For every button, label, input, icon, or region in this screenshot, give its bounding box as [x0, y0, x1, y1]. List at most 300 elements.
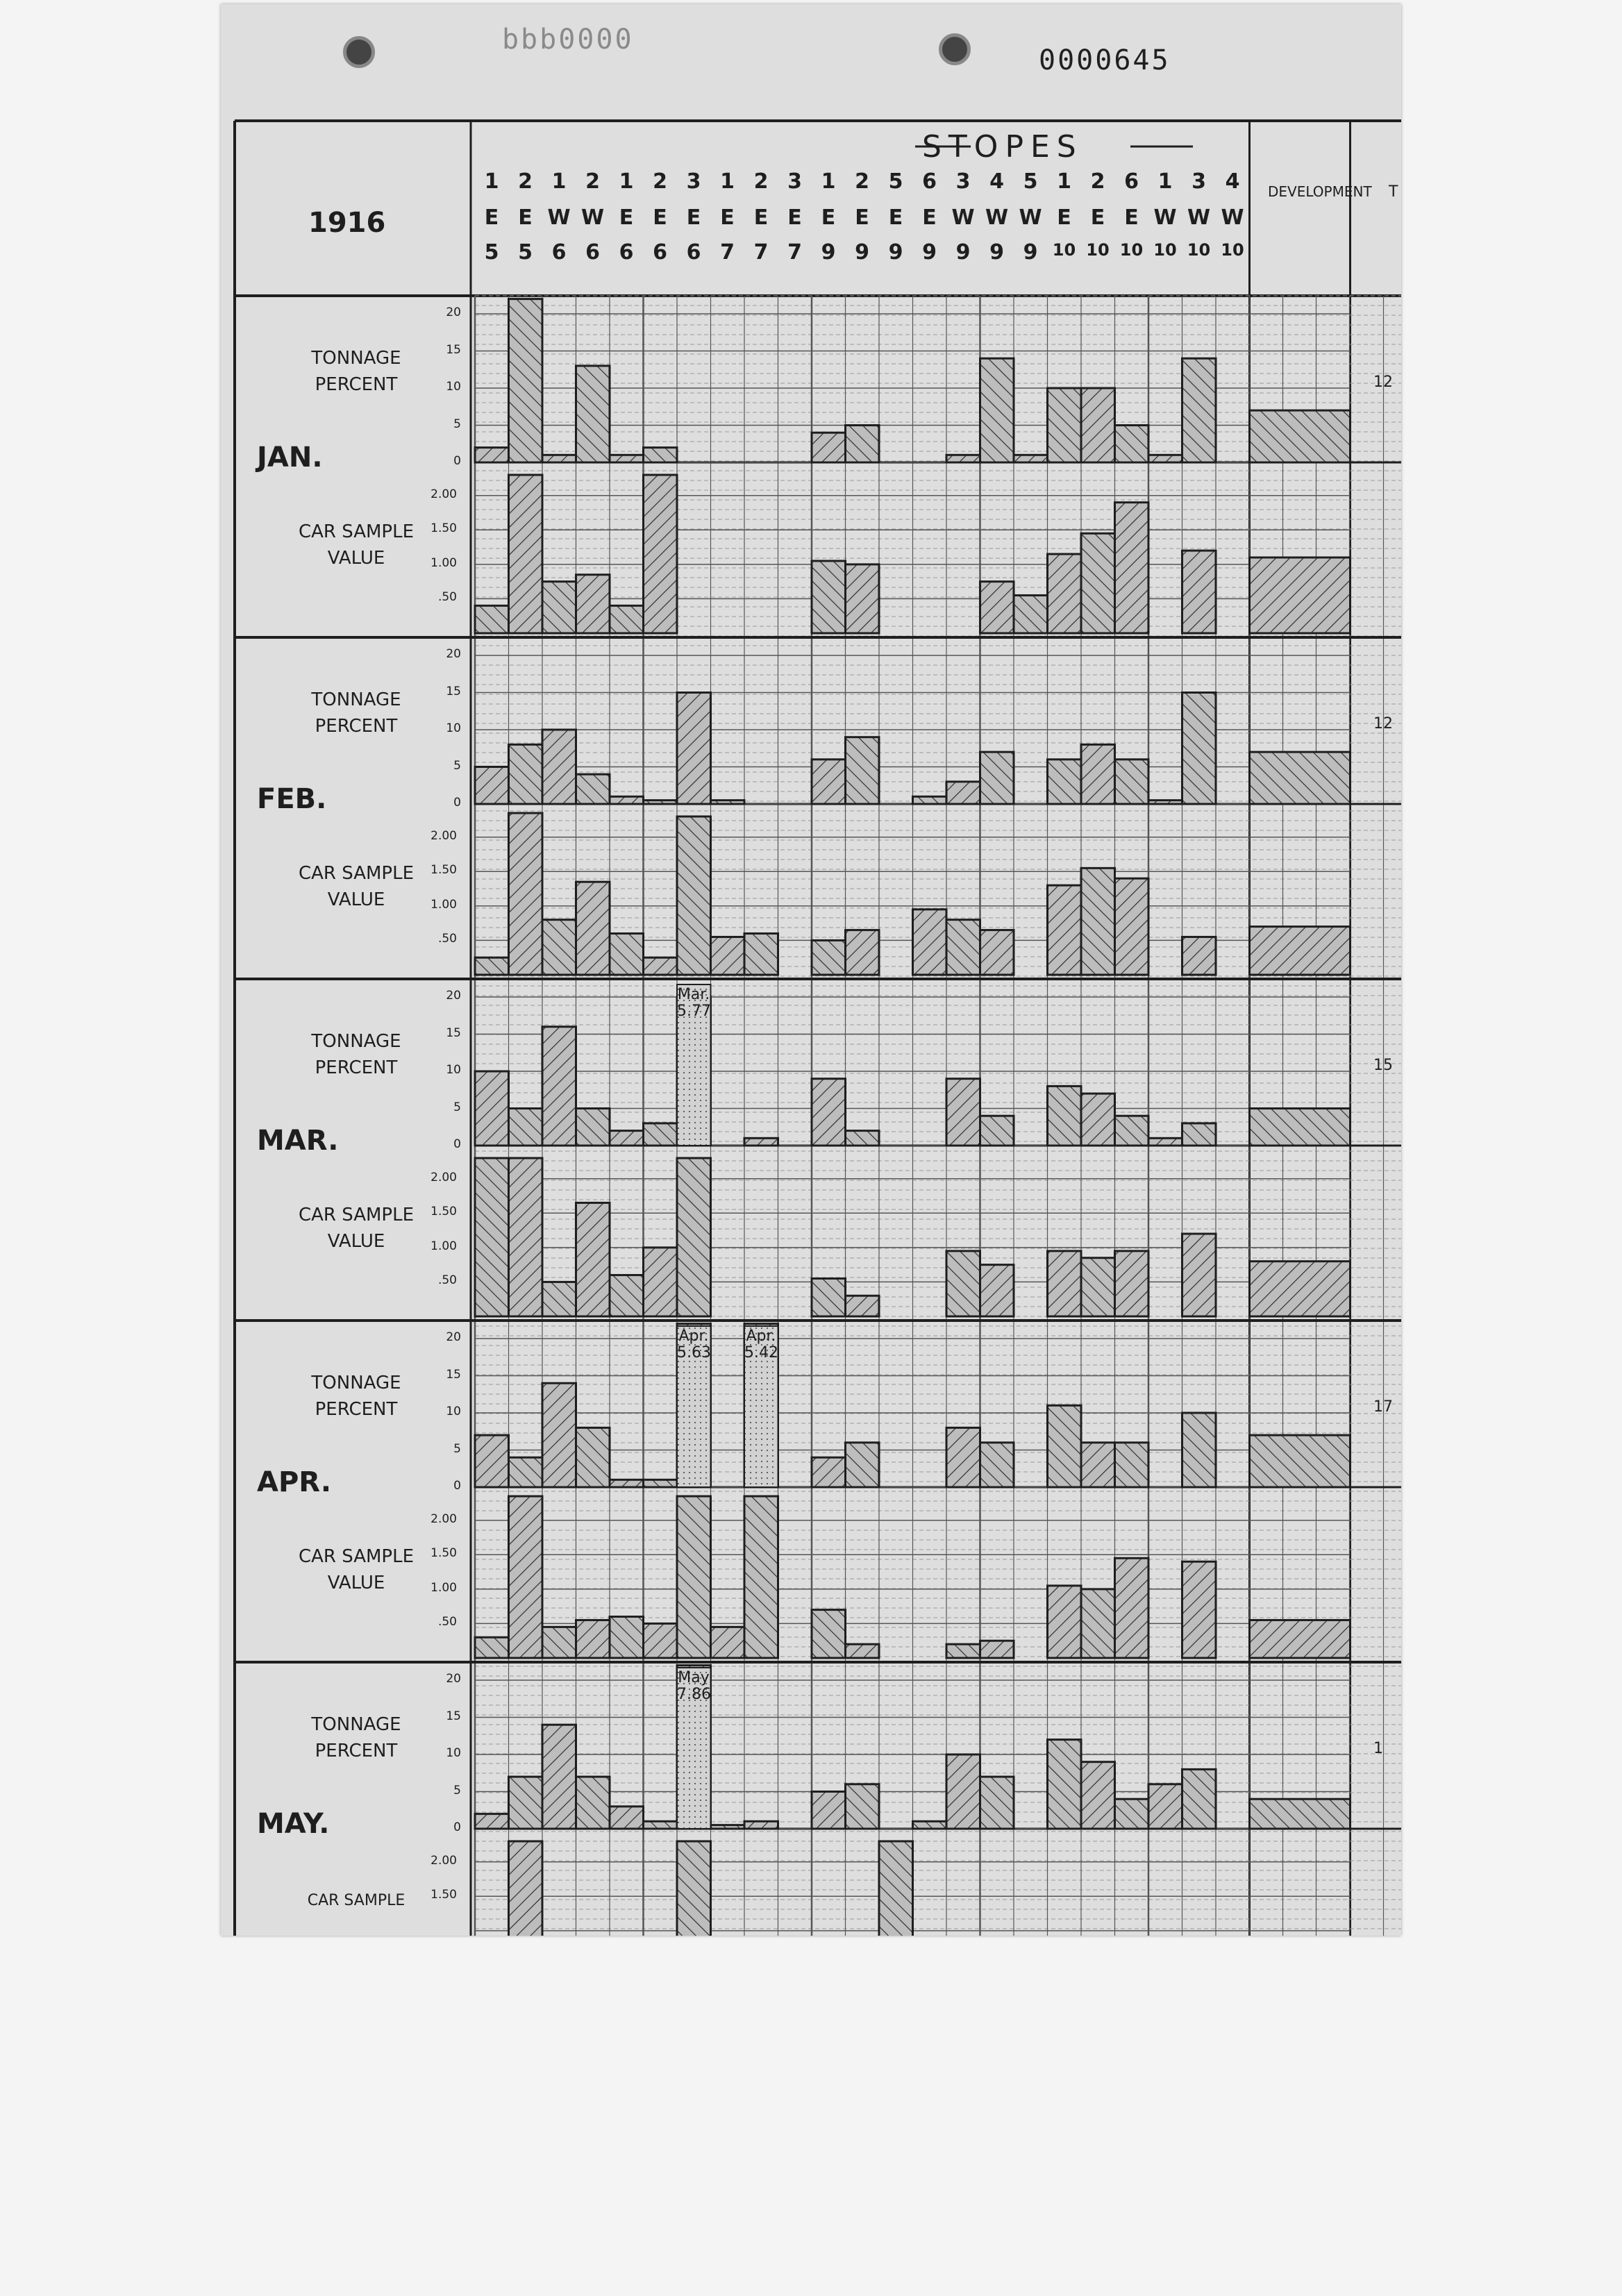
- column-label-level: 6: [686, 240, 701, 265]
- value-tick: 2.00: [430, 1511, 457, 1526]
- tonnage-bar: [846, 1443, 880, 1487]
- column-label-level: 7: [720, 240, 735, 265]
- tonnage-bar: [1115, 1443, 1149, 1487]
- tonnage-tick: 20: [446, 1330, 461, 1344]
- column-label-side: E: [888, 206, 903, 230]
- column-label-top: 4: [989, 169, 1004, 194]
- car-value-bar: [946, 1644, 980, 1658]
- car-value-bar: [509, 1158, 543, 1316]
- tonnage-axis-label: TONNAGE: [311, 348, 401, 369]
- value-tick: 1.50: [430, 1205, 457, 1219]
- column-label-level: 10: [1086, 240, 1110, 260]
- tonnage-bar: [475, 1814, 509, 1829]
- column-label-level: 10: [1052, 240, 1076, 260]
- car-value-bar: [913, 910, 947, 975]
- car-value-bar: [542, 920, 576, 975]
- car-value-bar: [846, 564, 880, 633]
- value-tick: 1.00: [430, 1239, 457, 1253]
- column-label-top: 2: [653, 169, 667, 194]
- column-label-side: W: [985, 206, 1009, 230]
- faded-stamp: 0000ddd: [500, 24, 632, 56]
- tonnage-bar: [1148, 1138, 1182, 1146]
- tonnage-bar: [913, 796, 947, 804]
- column-label-side: W: [547, 206, 571, 230]
- tonnage-tick: 10: [446, 380, 461, 394]
- value-tick: 1.00: [430, 897, 457, 912]
- car-value-bar: [1081, 1589, 1115, 1658]
- value-tick: 1.50: [430, 521, 457, 536]
- tonnage-bar: [475, 448, 509, 462]
- tonnage-bar: [1115, 1116, 1149, 1146]
- car-value-bar: [509, 475, 543, 633]
- car-value-bar: [1048, 885, 1082, 975]
- column-label-side: E: [787, 206, 802, 230]
- tonnage-bar: [1048, 1740, 1082, 1829]
- tonnage-bar: [744, 1138, 778, 1146]
- callout-label: May: [678, 1669, 710, 1686]
- month-label: JAN.: [257, 442, 323, 474]
- column-label-side: E: [922, 206, 937, 230]
- column-label-top: 2: [753, 169, 769, 194]
- column-label-level: 7: [787, 240, 802, 265]
- tonnage-tick: 0: [453, 796, 461, 810]
- column-label-level: 9: [989, 240, 1004, 265]
- tonnage-tick: 20: [446, 1672, 461, 1686]
- cut-off-value: 1: [1373, 1740, 1383, 1757]
- car-value-bar: [644, 475, 678, 633]
- value-tick: 1.00: [430, 1580, 457, 1595]
- year-label: 1916: [308, 207, 386, 239]
- tonnage-axis-label: PERCENT: [315, 374, 398, 395]
- callout-value: 5.77: [677, 1003, 711, 1020]
- tonnage-axis-label: TONNAGE: [311, 1031, 401, 1052]
- tonnage-bar-development: [1250, 752, 1351, 804]
- car-value-bar: [1048, 1251, 1082, 1316]
- car-value-bar: [1081, 533, 1115, 633]
- value-axis-label: VALUE: [327, 889, 385, 910]
- column-label-side: E: [619, 206, 634, 230]
- tonnage-bar: [812, 760, 846, 804]
- car-value-bar-development: [1250, 558, 1351, 633]
- callout-value: 7.86: [677, 1686, 711, 1703]
- car-value-bar: [946, 1251, 980, 1316]
- tonnage-bar: [644, 1480, 678, 1487]
- tonnage-bar: [1081, 1093, 1115, 1146]
- car-value-bar: [1081, 1258, 1115, 1316]
- column-label-top: 3: [955, 169, 971, 194]
- column-label-top: 6: [922, 169, 937, 194]
- car-value-bar-development: [1250, 1620, 1351, 1658]
- car-value-bar: [1182, 937, 1216, 975]
- tonnage-bar: [610, 796, 644, 804]
- tonnage-bar: [1148, 801, 1182, 804]
- tonnage-tick: 5: [453, 417, 461, 431]
- tonnage-tick: 0: [453, 454, 461, 468]
- tonnage-axis-label: PERCENT: [315, 716, 398, 737]
- value-tick: .50: [437, 932, 457, 946]
- tonnage-bar: [1182, 358, 1216, 462]
- tonnage-tick: 0: [453, 1137, 461, 1151]
- tonnage-bar: [542, 455, 576, 462]
- car-value-bar: [542, 1627, 576, 1658]
- column-label-side: E: [484, 206, 499, 230]
- tonnage-tick: 20: [446, 647, 461, 661]
- stopes-title: STOPES: [922, 129, 1083, 165]
- month-label: MAY.: [257, 1808, 330, 1840]
- tonnage-bar: [1048, 760, 1082, 804]
- tonnage-tick: 20: [446, 989, 461, 1003]
- graph-paper-sheet: [221, 4, 1401, 1936]
- tonnage-bar: [1081, 1762, 1115, 1829]
- tonnage-bar: [1115, 426, 1149, 463]
- tonnage-bar: [1148, 455, 1182, 462]
- column-label-side: E: [753, 206, 769, 230]
- tonnage-bar: [644, 1821, 678, 1829]
- tonnage-tick: 20: [446, 305, 461, 319]
- month-label: FEB.: [257, 783, 327, 815]
- column-label-top: 1: [484, 169, 499, 194]
- tonnage-bar: [542, 1027, 576, 1146]
- car-value-bar: [677, 1158, 711, 1316]
- tonnage-bar: [946, 1079, 980, 1146]
- cut-off-value: 15: [1373, 1057, 1393, 1074]
- car-value-bar: [846, 1644, 880, 1658]
- tonnage-bar: [812, 1792, 846, 1829]
- tonnage-bar: [812, 1079, 846, 1146]
- car-value-bar: [509, 813, 543, 975]
- tonnage-bar: [509, 744, 543, 804]
- tonnage-bar: [677, 693, 711, 805]
- tonnage-bar: [980, 1116, 1014, 1146]
- car-value-bar: [711, 937, 745, 975]
- column-label-side: W: [1221, 206, 1244, 230]
- column-label-level: 9: [955, 240, 971, 265]
- tonnage-tick: 10: [446, 1405, 461, 1418]
- tonnage-bar: [610, 1807, 644, 1829]
- car-value-bar: [1048, 554, 1082, 633]
- tonnage-bar: [644, 1123, 678, 1146]
- value-tick: .50: [437, 1273, 457, 1288]
- column-label-side: E: [653, 206, 667, 230]
- tonnage-bar: [1115, 760, 1149, 804]
- value-tick: 1.50: [430, 1546, 457, 1561]
- tonnage-bar: [610, 455, 644, 462]
- tonnage-bar: [1148, 1784, 1182, 1829]
- tonnage-axis-label: PERCENT: [315, 1057, 398, 1078]
- development-header: DEVELOPMENT: [1268, 183, 1372, 200]
- column-label-level: 10: [1153, 240, 1177, 260]
- column-label-side: E: [855, 206, 869, 230]
- month-label: APR.: [257, 1466, 332, 1498]
- tonnage-bar: [576, 1109, 610, 1146]
- tonnage-tick: 10: [446, 721, 461, 735]
- tonnage-tick: 15: [446, 342, 461, 357]
- value-tick: .50: [437, 590, 457, 605]
- column-label-level: 6: [551, 240, 567, 265]
- car-value-bar: [980, 1641, 1014, 1658]
- tonnage-axis-label: PERCENT: [315, 1399, 398, 1420]
- car-value-bar: [1115, 1251, 1149, 1316]
- car-value-bar: [610, 1275, 644, 1316]
- column-label-level: 6: [653, 240, 667, 265]
- value-tick: 1.00: [430, 555, 457, 570]
- tonnage-tick: 0: [453, 1820, 461, 1834]
- value-axis-label-partial: CAR SAMPLE: [307, 1892, 406, 1909]
- car-value-bar: [1014, 595, 1048, 633]
- car-value-bar: [576, 1203, 610, 1316]
- tonnage-tick: 15: [446, 684, 461, 698]
- tonnage-bar: [846, 426, 880, 463]
- car-value-bar: [812, 561, 846, 633]
- tonnage-bar: [1182, 1123, 1216, 1146]
- tonnage-bar: [542, 730, 576, 804]
- car-value-bar: [644, 957, 678, 975]
- tonnage-bar: [1182, 1413, 1216, 1487]
- value-tick: 2.00: [430, 1170, 457, 1184]
- car-value-bar: [542, 1282, 576, 1316]
- tonnage-axis-label: TONNAGE: [311, 1373, 401, 1393]
- car-value-bar: [475, 1158, 509, 1316]
- value-tick: 1.50: [430, 863, 457, 878]
- tonnage-axis-label: PERCENT: [315, 1741, 398, 1761]
- car-value-bar: [1115, 1558, 1149, 1658]
- car-value-bar: [644, 1248, 678, 1316]
- value-tick: 2.00: [430, 1853, 457, 1868]
- tonnage-bar: [610, 1480, 644, 1487]
- tonnage-bar: [644, 448, 678, 462]
- tonnage-bar: [644, 801, 678, 804]
- tonnage-bar: [846, 1784, 880, 1829]
- car-value-bar-development: [1250, 1262, 1351, 1316]
- column-label-top: 2: [585, 169, 600, 194]
- car-value-bar: [812, 1278, 846, 1316]
- tonnage-bar: [1182, 693, 1216, 805]
- tonnage-bar: [1081, 388, 1115, 462]
- tonnage-tick: 5: [453, 1441, 461, 1456]
- car-value-bar: [475, 605, 509, 633]
- column-label-top: 4: [1225, 169, 1240, 194]
- tonnage-bar: [711, 1825, 745, 1829]
- column-label-side: W: [580, 206, 605, 230]
- car-value-bar: [744, 934, 778, 975]
- column-label-level: 9: [922, 240, 937, 265]
- column-label-top: 1: [1157, 169, 1173, 194]
- car-value-bar: [980, 582, 1014, 633]
- tonnage-bar: [946, 1754, 980, 1829]
- stope-chart: [221, 4, 1401, 1936]
- tonnage-bar: [576, 366, 610, 462]
- car-value-bar: [610, 605, 644, 633]
- value-axis-label: CAR SAMPLE: [298, 1205, 415, 1225]
- car-value-bar: [846, 1296, 880, 1316]
- callout-label: Mar.: [677, 986, 710, 1003]
- tonnage-tick: 15: [446, 1025, 461, 1040]
- tonnage-bar: [1081, 1443, 1115, 1487]
- cut-off-header: T: [1389, 183, 1398, 201]
- tonnage-bar: [1182, 1769, 1216, 1829]
- tonnage-axis-label: TONNAGE: [311, 689, 401, 710]
- tonnage-bar: [610, 1131, 644, 1146]
- cut-off-value: 17: [1373, 1398, 1393, 1416]
- tonnage-tick: 10: [446, 1063, 461, 1077]
- car-value-bar: [1115, 503, 1149, 633]
- car-value-bar: [812, 1610, 846, 1658]
- tonnage-tick: 0: [453, 1479, 461, 1493]
- column-label-side: E: [821, 206, 836, 230]
- callout-value: 5.42: [744, 1344, 778, 1361]
- column-label-top: 1: [720, 169, 735, 194]
- column-label-level: 9: [1023, 240, 1038, 265]
- value-axis-label: CAR SAMPLE: [298, 863, 415, 884]
- value-tick: 2.00: [430, 487, 457, 501]
- tonnage-tick: 10: [446, 1746, 461, 1760]
- value-axis-label: VALUE: [327, 1231, 385, 1252]
- tonnage-tick: 5: [453, 758, 461, 773]
- month-label: MAR.: [257, 1125, 339, 1157]
- car-value-bar: [677, 1841, 711, 1936]
- car-value-bar: [610, 1617, 644, 1658]
- column-label-top: 1: [821, 169, 836, 194]
- column-label-side: E: [720, 206, 735, 230]
- column-label-top: 1: [1057, 169, 1071, 194]
- value-axis-label: CAR SAMPLE: [298, 1546, 415, 1567]
- tonnage-bar: [980, 752, 1014, 804]
- column-label-level: 5: [484, 240, 499, 265]
- tonnage-bar: [1048, 388, 1082, 462]
- tonnage-tick: 15: [446, 1709, 461, 1723]
- tonnage-bar: [744, 1821, 778, 1829]
- column-label-top: 3: [787, 169, 802, 194]
- tonnage-bar: [576, 1777, 610, 1829]
- tonnage-bar: [980, 1443, 1014, 1487]
- car-value-bar: [1081, 868, 1115, 975]
- tonnage-bar: [812, 433, 846, 462]
- car-value-bar: [1182, 1234, 1216, 1316]
- tonnage-axis-label: TONNAGE: [311, 1714, 401, 1735]
- tonnage-bar: [1115, 1799, 1149, 1829]
- callout-value: 5.63: [677, 1344, 711, 1361]
- tonnage-bar: [542, 1383, 576, 1487]
- tonnage-bar-development: [1250, 410, 1351, 462]
- car-value-bar: [846, 930, 880, 975]
- tonnage-bar-development: [1250, 1799, 1351, 1829]
- value-tick: 2.00: [430, 828, 457, 843]
- tonnage-bar: [946, 1427, 980, 1487]
- tonnage-bar: [1014, 455, 1048, 462]
- column-label-level: 10: [1221, 240, 1244, 260]
- tonnage-bar: [509, 1777, 543, 1829]
- car-value-bar: [812, 940, 846, 975]
- tonnage-bar: [475, 1435, 509, 1487]
- tonnage-bar: [946, 455, 980, 462]
- tonnage-bar: [475, 1071, 509, 1146]
- column-label-side: E: [686, 206, 701, 230]
- column-label-top: 3: [686, 169, 701, 194]
- column-label-top: 2: [855, 169, 869, 194]
- tonnage-bar: [812, 1457, 846, 1487]
- column-label-side: E: [1057, 206, 1071, 230]
- column-label-side: W: [1153, 206, 1177, 230]
- value-axis-label: VALUE: [327, 1573, 385, 1593]
- car-value-bar: [1182, 551, 1216, 633]
- car-value-bar: [509, 1496, 543, 1658]
- value-tick: .50: [437, 1615, 457, 1629]
- car-value-bar: [711, 1627, 745, 1658]
- car-value-bar: [475, 1637, 509, 1658]
- value-tick: 1.50: [430, 1888, 457, 1902]
- column-label-level: 9: [888, 240, 903, 265]
- column-label-level: 6: [585, 240, 600, 265]
- column-label-side: E: [1124, 206, 1139, 230]
- car-value-bar: [542, 582, 576, 633]
- column-label-top: 5: [1023, 169, 1038, 194]
- column-label-level: 7: [753, 240, 769, 265]
- tonnage-bar: [1081, 744, 1115, 804]
- column-label-level: 10: [1119, 240, 1144, 260]
- column-label-side: E: [1090, 206, 1105, 230]
- column-label-top: 3: [1192, 169, 1206, 194]
- tonnage-tick: 5: [453, 1100, 461, 1114]
- column-label-level: 9: [855, 240, 869, 265]
- car-value-bar: [980, 930, 1014, 975]
- tonnage-bar: [576, 1427, 610, 1487]
- column-label-top: 1: [619, 169, 634, 194]
- column-label-level: 10: [1187, 240, 1211, 260]
- tonnage-bar: [475, 767, 509, 805]
- car-value-bar: [1115, 878, 1149, 975]
- column-label-level: 6: [619, 240, 634, 265]
- tonnage-bar: [980, 358, 1014, 462]
- tonnage-bar-development: [1250, 1109, 1351, 1146]
- tonnage-bar: [509, 1457, 543, 1487]
- tonnage-bar: [846, 737, 880, 804]
- car-value-bar: [1182, 1561, 1216, 1658]
- value-axis-label: CAR SAMPLE: [298, 521, 415, 542]
- column-label-top: 6: [1124, 169, 1139, 194]
- tonnage-bar-development: [1250, 1435, 1351, 1487]
- car-value-bar: [879, 1841, 913, 1936]
- column-label-level: 5: [518, 240, 533, 265]
- tonnage-bar: [1048, 1405, 1082, 1487]
- tonnage-bar: [542, 1725, 576, 1829]
- column-label-side: W: [1019, 206, 1042, 230]
- tonnage-bar: [846, 1131, 880, 1146]
- column-label-level: 9: [821, 240, 836, 265]
- tonnage-bar: [980, 1777, 1014, 1829]
- value-axis-label: VALUE: [327, 548, 385, 569]
- car-value-bar: [576, 882, 610, 975]
- tonnage-tick: 5: [453, 1783, 461, 1798]
- car-value-bar: [677, 816, 711, 975]
- car-value-bar: [1048, 1586, 1082, 1658]
- column-label-side: W: [951, 206, 975, 230]
- car-value-bar: [644, 1623, 678, 1658]
- car-value-bar: [980, 1265, 1014, 1316]
- tonnage-bar: [946, 782, 980, 804]
- column-label-top: 5: [888, 169, 903, 194]
- car-value-bar: [509, 1841, 543, 1936]
- tonnage-bar: [509, 299, 543, 462]
- serial-stamp: 0000645: [1039, 44, 1171, 76]
- car-value-bar: [946, 920, 980, 975]
- callout-label: Apr.: [746, 1327, 776, 1345]
- tonnage-bar: [711, 801, 745, 804]
- tonnage-tick: 15: [446, 1367, 461, 1382]
- column-label-top: 2: [1090, 169, 1105, 194]
- car-value-bar-development: [1250, 927, 1351, 975]
- car-value-bar: [576, 575, 610, 633]
- column-label-top: 1: [551, 169, 567, 194]
